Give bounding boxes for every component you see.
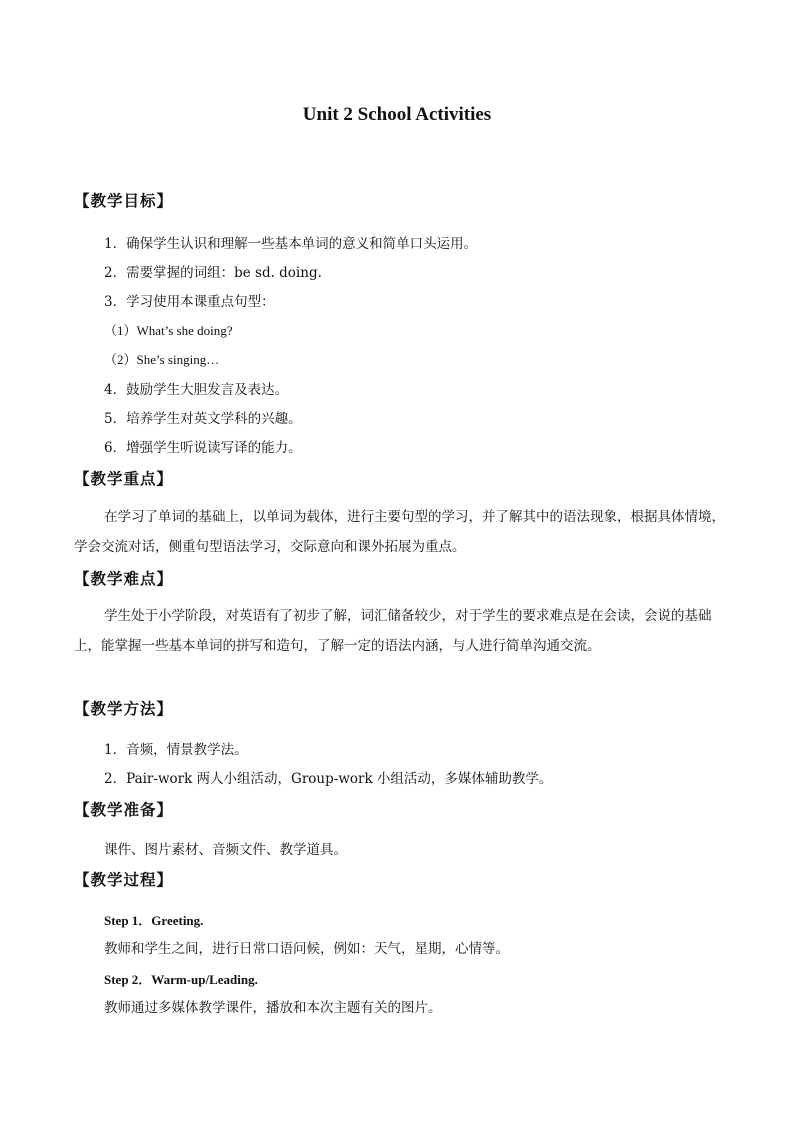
key-points-paragraph: 在学习了单词的基础上，以单词为载体，进行主要句型的学习，并了解其中的语法现象，根据具体情境，学会交流对话，侧重句型语法学习，交际意向和课外拓展为重点。	[74, 509, 725, 555]
document-title: Unit 2 School Activities	[302, 104, 492, 125]
process-step-text: 教师和学生之间，进行日常口语问候，例如：天气，星期，心情等。	[104, 941, 509, 957]
key-points-heading: 【教学重点】	[74, 469, 174, 488]
goals-item: 6．增强学生听说读写译的能力。	[104, 440, 302, 456]
methods-item: 2．Pair-work 两人小组活动，Group-work 小组活动，多媒体辅助教学。	[104, 771, 553, 787]
goals-heading: 【教学目标】	[74, 191, 174, 210]
goals-item: 4．鼓励学生大胆发言及表达。	[104, 382, 289, 398]
goals-item: 5．培养学生对英文学科的兴趣。	[104, 411, 302, 427]
goals-item: （2）She’s singing…	[104, 352, 220, 367]
goals-item: 1．确保学生认识和理解一些基本单词的意义和简单口头运用。	[104, 236, 478, 252]
difficulties-heading: 【教学难点】	[74, 569, 174, 588]
process-step-text: 教师通过多媒体教学课件，播放和本次主题有关的图片。	[104, 1000, 442, 1016]
methods-heading: 【教学方法】	[74, 699, 174, 718]
process-step-title: Step 1．Greeting.	[104, 913, 204, 928]
difficulties-paragraph: 学生处于小学阶段，对英语有了初步了解，词汇储备较少，对于学生的要求难点是在会读，会说的基础上，能掌握一些基本单词的拼写和造句，了解一定的语法内涵，与人进行简单沟通交流。	[74, 608, 712, 654]
goals-item: （1）What’s she doing?	[104, 323, 233, 338]
preparation-heading: 【教学准备】	[74, 800, 174, 819]
goals-item: 3．学习使用本课重点句型：	[104, 294, 275, 310]
process-heading: 【教学过程】	[74, 870, 174, 889]
goals-item: 2．需要掌握的词组：be sd. doing.	[104, 265, 322, 281]
preparation-text: 课件、图片素材、音频文件、教学道具。	[104, 842, 347, 858]
methods-item: 1．音频，情景教学法。	[104, 742, 248, 758]
process-step-title: Step 2．Warm-up/Leading.	[104, 972, 258, 987]
